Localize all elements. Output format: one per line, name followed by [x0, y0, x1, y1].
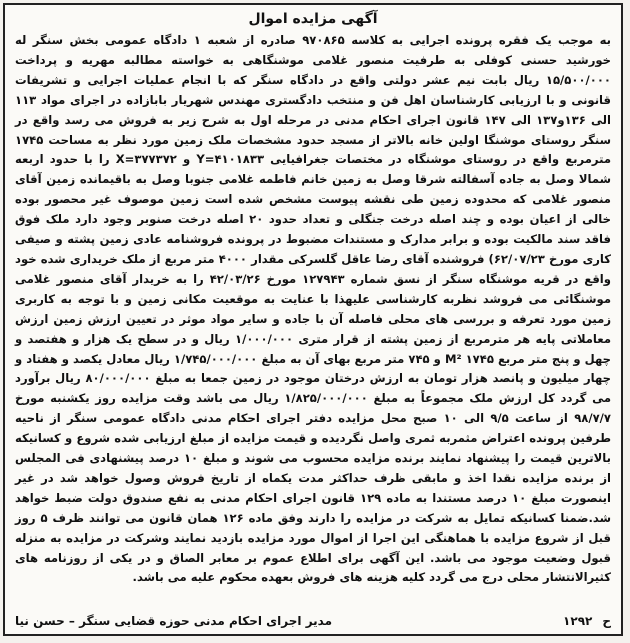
auction-notice [3, 3, 623, 636]
code-label: ح [602, 614, 611, 628]
notice-body: به موجب یک فقره پرونده اجرایی به کلاسه ۹۷۰۸۶۵ صادره از شعبه ۱ دادگاه عمومی بخش سنگر له خورشید حسنی کوفلی به طرفیت منصور غلامی موشنگاهی به خواسته مطالبه مهریه و پرداخت ۱۵/۵۰۰/۰۰۰ ریال بابت نیم عشر دولتی واقع در دادگاه سنگر که با انجام عملیات اجرایی و تشریفات قانونی و با ارزیابی کارشناسان اهل فن و منتخب دادگستری مهندس شهریار بابازاده در اجرای مواد ۱۱۳ الی ۱۳۶و۱۳۷ الی ۱۴۷ قانون اجرای احکام مدنی در مرحله اول به شرح زیر به فروش می رسد واقع در سنگر روستای موشنگا اولین خانه بالاتر از مسجد حدود مشخصات ملک زمین مورد نظر به مساحت ۱۷۴۵ مترمربع واقع در روستای موشنگاه در مختصات جغرافیایی Y=۴۱۰۱۸۳۳ و X=۳۷۷۳۷۲ را با حدود اربعه شمالا وصل به جاده آسفالته شرقا وصل به زمین خانم فاطمه غلامی جنوبا وصل به باقیمانده زمین آقای منصور غلامی که محدوده زمین طی نقشه پیوست مشخص شده است زمین موصوف غیر محصور بوده خالی از اعیان بوده و چند اصله درخت جنگلی و تعداد حدود ۲۰ اصله درخت صنوبر وجود دارد ملک فوق فاقد سند مالکیت بوده و برابر مدارک و مستندات مضبوط در پرونده فروشنامه عادی زمین پشته و صیفی کاری مورخ ۶۲/۰۷/۲۳) فروشنده آقای رضا عاقل گلسرکی مقدار ۴۰۰۰ متر مربع از ملک خریداری شده خود واقع در قریه موشنگاه سنگر از نسق شماره ۱۲۷۹۴۳ مورخ ۴۲/۰۳/۲۶ را به خریدار آقای منصور غلامی موشنگائی می فروشد نظربه کارشناسی علیهذا با عنایت به موقعیت مکانی زمین و با توجه به کاربری زمین مورد تعرفه و بررسی های محلی فاصله آن با جاده و سایر مواد موثر در تعیین ارزش زمین ارزش معاملاتی پایه هر مترمربع از زمین پشته از قرار متری ۱/۰۰۰/۰۰۰ ریال و در سطح یک هزار و هفتصد و چهل و پنج متر مربع M² ۱۷۴۵ و ۷۴۵ متر مربع بهای آن به مبلغ ۱/۷۴۵/۰۰۰/۰۰۰ ریال معادل یکصد و هفتاد و چهار میلیون و پانصد هزار تومان به ارزش درختان موجود در زمین جمعا به مبلغ ۸۰/۰۰۰/۰۰۰ ریال برآورد می گردد کل ارزش ملک مجموعاً به مبلغ ۱/۸۲۵/۰۰۰/۰۰۰ ریال می باشد وقت مزایده روز یکشنبه مورخ ۹۸/۷/۷ از ساعت ۹/۵ الی ۱۰ صبح محل مزایده دفتر اجرای احکام مدنی دادگاه عمومی سنگر از ناحیه طرفین پرونده اعتراض مثمربه ثمری واصل نگردیده و قیمت مزایده از مبلغ ارزیابی شده شروع و کسانیکه بالاترین قیمت را پیشنهاد نمایند برنده مزایده محسوب می شوند و مبلغ ۱۰ درصد پیشنهادی فی المجلس از برنده مزایده نقدا اخذ و مابقی ظرف حداکثر مدت یکماه از تاریخ فروش وصول خواهد شد در غیر اینصورت مبلغ ۱۰ درصد مستندا به ماده ۱۲۹ قانون اجرای احکام مدنی به نفع صندوق دولت ضبط خواهد شد.ضمنا کسانیکه تمایل به شرکت در مزایده را دارند وفق ماده ۱۲۶ همان قانون می توانند ظرف ۵ روز قبل از شروع مزایده با هماهنگی این اجرا از اموال مورد مزایده بازدید نمایند وشرکت در مزایده به منزله قبول وضعیت موجود می باشد. این آگهی برای اطلاع عموم بر معابر الصاق و در یکی از روزنامه های کثیرالانتشار محلی درج می گردد کلیه هزینه های فروش بعهده محکوم علیه می باشد. [15, 33, 612, 585]
notice-code [563, 612, 611, 630]
code-number: ۱۲۹۲ [563, 614, 593, 628]
signature: مدیر اجرای احکام مدنی حوزه قضایی سنگر – حسن نیا [15, 614, 333, 628]
notice-footer [15, 612, 611, 630]
notice-title: آگهی مزایده اموال [248, 11, 378, 27]
